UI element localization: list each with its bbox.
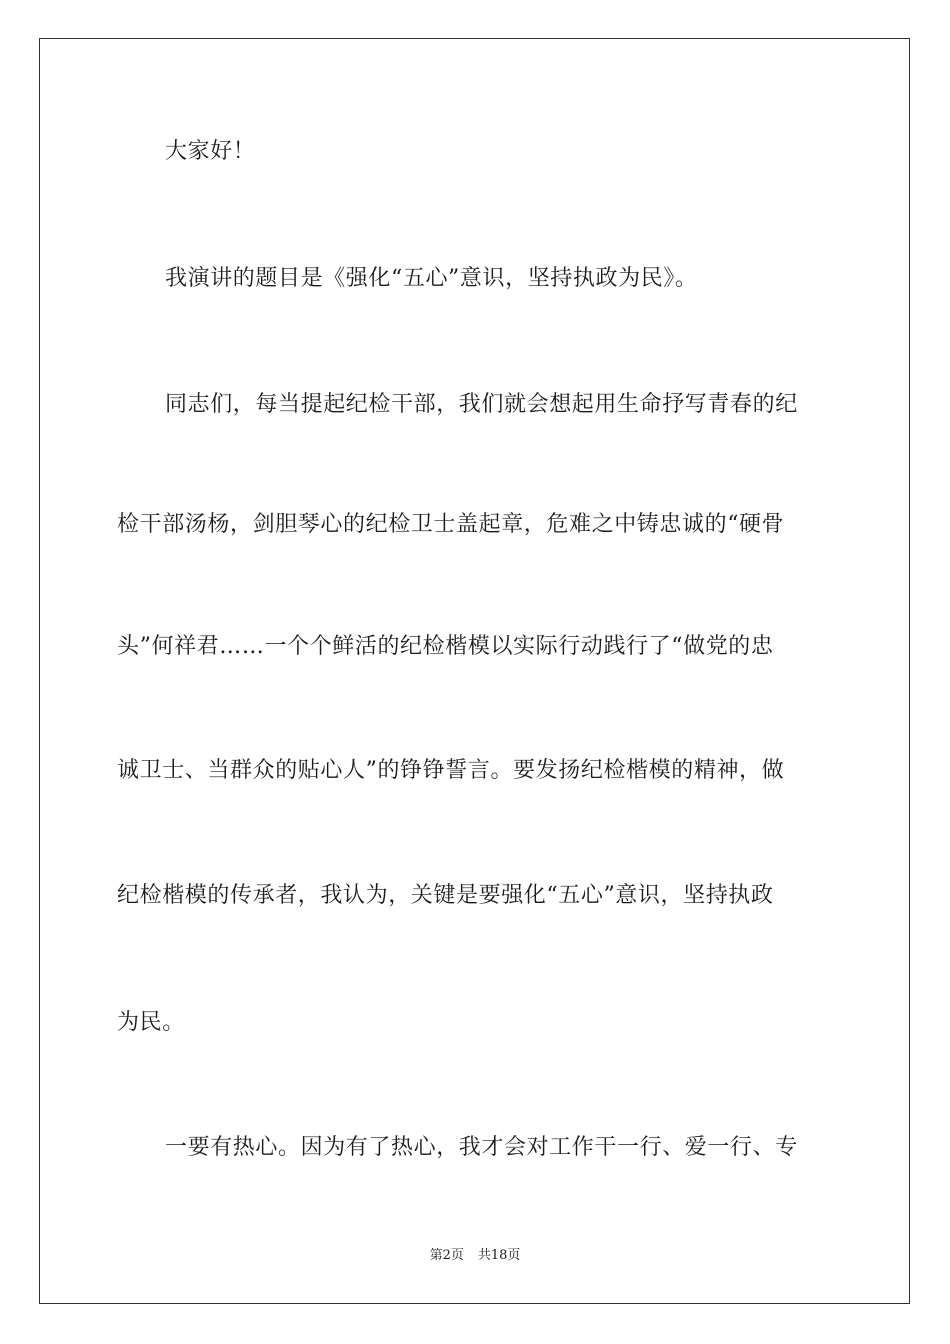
- page-border: [39, 38, 910, 1304]
- greeting-line: 大家好！: [165, 139, 256, 164]
- paragraph-line: 为民。: [117, 1010, 185, 1035]
- page-total: 共18页: [477, 1248, 521, 1263]
- paragraph-line: 一要有热心。因为有了热心，我才会对工作干一行、爱一行、专: [165, 1135, 798, 1160]
- paragraph-line: 头”何祥君……一个个鲜活的纪检楷模以实际行动践行了“做党的忠: [117, 634, 774, 659]
- paragraph-line: 纪检楷模的传承者，我认为，关键是要强化“五心”意识，坚持执政: [117, 883, 774, 908]
- paragraph-line: 检干部汤杨，剑胆琴心的纪检卫士盖起章，危难之中铸忠诚的“硬骨: [117, 512, 785, 537]
- speech-title-line: 我演讲的题目是《强化“五心”意识，坚持执政为民》。: [165, 266, 698, 291]
- page-footer: [0, 1246, 950, 1266]
- paragraph-line: 诚卫士、当群众的贴心人”的铮铮誓言。要发扬纪检楷模的精神，做: [117, 758, 785, 783]
- page-number: 第2页: [429, 1248, 464, 1263]
- paragraph-line: 同志们，每当提起纪检干部，我们就会想起用生命抒写青春的纪: [165, 392, 798, 417]
